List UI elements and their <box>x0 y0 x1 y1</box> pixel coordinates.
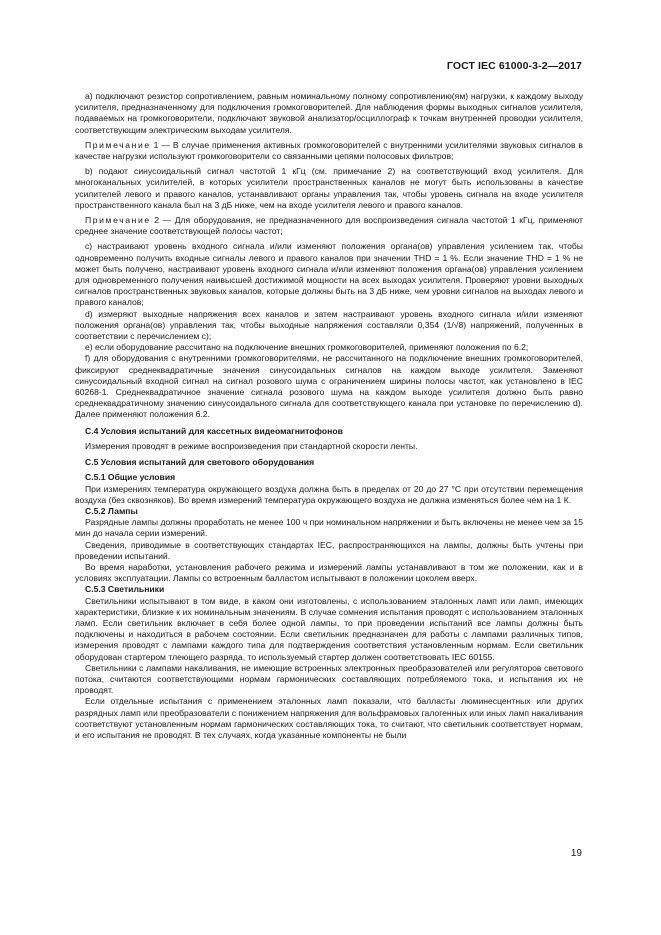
section-c4-heading: С.4 Условия испытаний для кассетных видеомагнитофонов <box>85 425 343 436</box>
section-c51-text: При измерениях температура окружающего воздуха должна быть в пределах от 20 до 27 °С при отсутствии перемещения воздуха (без сквозняков). Во время измерений температура окружающего воздуха не должна изменяться более чем на 1 К. <box>75 483 583 505</box>
paragraph-b: b) подают синусоидальный сигнал частотой 1 кГц (см. примечание 2) на соответствующий вход усилителя. Для многоканальных усилителей, в которых усилители пространственных каналов не могут быть использованы в качестве усилителей левого и правого каналов, устанавливают органы управления так, чтобы уровень сигнала на входе усилителя пространственного канала был на 3 дБ ниже, чем на входе усилителя левого и правого каналов. <box>75 166 583 210</box>
section-c5-heading: С.5 Условия испытаний для светового оборудования <box>85 457 315 468</box>
note-1-label: Примечание <box>85 139 151 150</box>
section-c52-text-1: Разрядные лампы должны проработать не менее 100 ч при номинальном напряжении и быть включены не менее чем за 15 мин до начала серии измерений. <box>75 517 583 539</box>
note-1-text: 1 — В случае применения активных громкоговорителей с внутренними усилителями звуковых сигналов в качестве нагрузки используют громкоговорители со связанными цепями полосовых фильтров; <box>75 139 583 162</box>
section-c53-text-2: Светильники с лампами накаливания, не имеющие встроенных электронных преобразователей или регуляторов светового потока, считаются соответствующими нормам гармонических составляющих потребляемого тока, и испытания их не проводят. <box>75 662 583 696</box>
paragraph-f: f) для оборудования с внутренними громкоговорителями, не рассчитанного на подключение внешних громкоговорителей, фиксируют среднеквадратичные значения синусоидальных сигналов на каждом выходе усилителя. Заменяют синусоидальный входной сигнал на сигнал розового шума с ограничением ширины полосы частот, как установлено в IEC 60268-1. Среднеквадратичное значение сигнала розового шума на каждом выходе усилителя должно быть равно среднеквадратичному значению синусоидального сигнала для соответствующего канала при установке по перечислению d). Далее применяют положения 6.2. <box>75 353 583 420</box>
paragraph-a: а) подключают резистор сопротивлением, равным номинальному полному сопротивлению(ям) нагрузки, к каждому выходу усилителя, предназначенному для подключения громкоговорителей. Для наблюдения формы выходных сигналов усилителя, подаваемых на громкоговорители, подключают звуковой анализатор/осциллограф к точкам внутренней проводки усилителя, соответствующим электрическим выходам усилителя. <box>75 91 583 135</box>
note-2-label: Примечание <box>85 215 151 226</box>
section-c52-heading: С.5.2 Лампы <box>85 505 138 516</box>
section-c53-text-3: Если отдельные испытания с применением эталонных ламп показали, что балласты люминесцентных или других разрядных ламп или преобразователи с понижением напряжения для вольфрамовых галогенных или иных ламп накаливания соответствуют установленным нормам гармонических составляющих тока, то считают, что светильник соответствует нормам, и его испытания не проводят. В тех случаях, когда указанные компоненты не были <box>75 696 583 740</box>
section-c4-text: Измерения проводят в режиме воспроизведения при стандартной скорости ленты. <box>85 440 418 451</box>
paragraph-c: с) настраивают уровень входного сигнала и/или изменяют положения органа(ов) управления усилением так, чтобы одновременно получить входные сигналы левого и правого каналов при значении THD = 1 %. Если значение THD = 1 % не может быть получено, настраивают уровень входного сигнала и/или изменяют положения органа(ов) управления усилением для одновременного получения наивысшей достижимой мощности на всех выходах усилителя. Проверяют уровни выходных сигналов пространственных звуковых каналов, которые должны быть на 3 дБ ниже, чем уровни сигналов на выходах левого и правого каналов; <box>75 241 583 308</box>
section-c52-text-2: Сведения, приводимые в соответствующих стандартах IEC, распространяющихся на лампы, должны быть учтены при проведении испытаний. <box>75 539 583 561</box>
page-body <box>75 91 583 741</box>
section-c53-heading: С.5.3 Светильники <box>85 584 165 595</box>
note-1 <box>75 140 583 162</box>
note-2-text: 2 — Для оборудования, не предназначенного для воспроизведения сигнала частотой 1 кГц, применяют среднее значение соответствующей полосы частот; <box>75 215 583 237</box>
paragraph-d: d) измеряют выходные напряжения всех каналов и затем настраивают уровень входного сигнала и/или изменяют положения органа(ов) управления так, чтобы выходные напряжения составляли 0,354 (1/√8) напряжений, полученных в соответствии с перечислением с); <box>75 308 583 342</box>
section-c53-text-1: Светильники испытывают в том виде, в каком они изготовлены, с использованием эталонных ламп или ламп, имеющих характеристики, близкие к их номинальным значениям. В случае сомнения испытания проводят с использованием эталонных ламп. Если светильник включает в себя более одной лампы, то при проведении испытаний все лампы должны быть подключены и находиться в рабочем состоянии. Если светильник предназначен для работы с лампами различных типов, измерения проводят с лампами каждого типа для подтверждения соответствия установленным нормам. Если светильник оборудован стартером тлеющего разряда, то используемый стартер должен соответствовать IEC 60155. <box>75 595 583 662</box>
note-2 <box>75 215 583 237</box>
page-number: 19 <box>570 848 582 859</box>
document-header: ГОСТ IEC 61000-3-2—2017 <box>446 60 582 72</box>
paragraph-e: е) если оборудование рассчитано на подключение внешних громкоговорителей, применяют положения по 6.2; <box>85 342 529 353</box>
section-c52-text-3: Во время наработки, установления рабочего режима и измерений лампы устанавливают в том же положении, как и в условиях эксплуатации. Лампы со встроенным балластом испытывают в положении цоколем вверх. <box>75 561 583 584</box>
section-c51-heading: С.5.1 Общие условия <box>85 472 176 483</box>
